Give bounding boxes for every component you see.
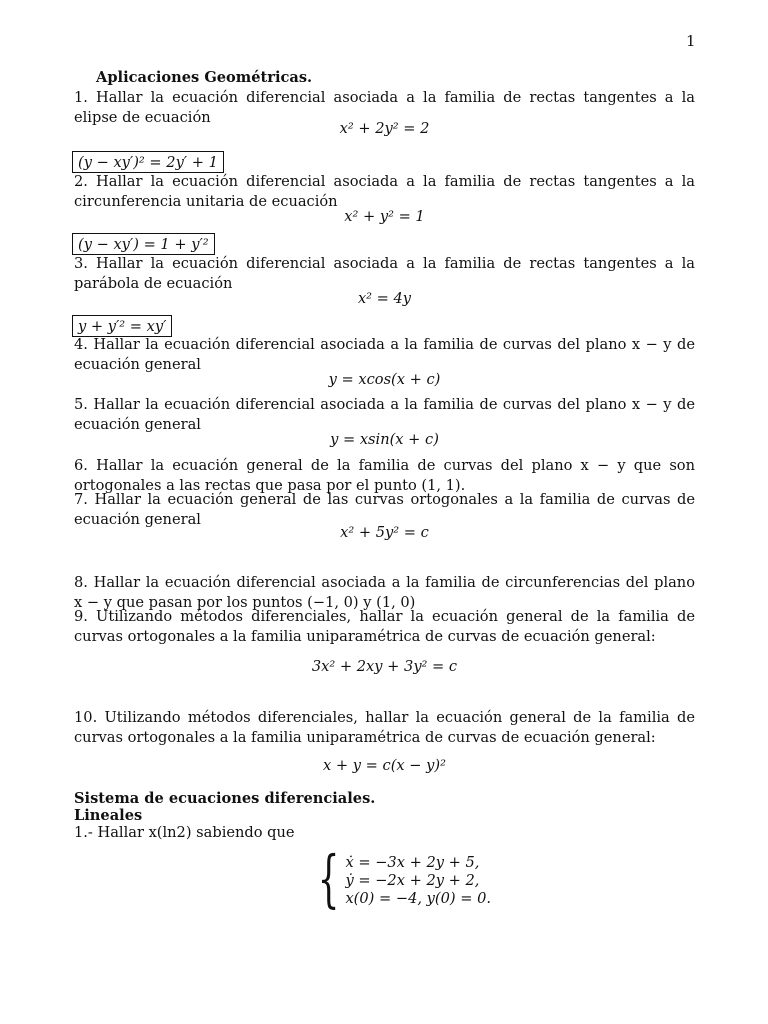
system-problem-text: 1.- Hallar x(ln2) sabiendo que [74, 824, 295, 841]
problem-4-text: 4. Hallar la ecuación diferencial asociada a la familia de curvas del plano x − y de ecuación general [74, 336, 695, 373]
problem-2-answer: (y − xy′) = 1 + y′² [72, 233, 215, 255]
section2-title: Sistema de ecuaciones diferenciales. [74, 790, 376, 807]
equation-system [300, 842, 491, 915]
problem-10-text: 10. Utilizando métodos diferenciales, hallar la ecuación general de la familia de curvas ortogonales a la familia uniparamétrica de curvas de ecuación general: [74, 709, 695, 746]
problem-5-text: 5. Hallar la ecuación diferencial asociada a la familia de curvas del plano x − y de ecuación general [74, 396, 695, 433]
left-brace: { [317, 842, 340, 915]
problem-3-text: 3. Hallar la ecuación diferencial asociada a la familia de rectas tangentes a la parábola de ecuación [74, 255, 695, 292]
problem-5-equation: y = xsin(x + c) [330, 431, 439, 448]
problem-1-equation: x² + 2y² = 2 [339, 120, 430, 137]
problem-4-equation: y = xcos(x + c) [328, 371, 441, 388]
problem-7-text: 7. Hallar la ecuación general de las curvas ortogonales a la familia de curvas de ecuación general [74, 491, 695, 528]
system-line-1: ẋ = −3x + 2y + 5, [345, 854, 480, 871]
section2-subtitle: Lineales [74, 807, 143, 824]
problem-10-equation: x + y = c(x − y)² [323, 757, 446, 774]
problem-9-equation: 3x² + 2xy + 3y² = c [311, 658, 458, 675]
problem-1-answer: (y − xy′)² = 2y′ + 1 [72, 151, 224, 173]
system-line-2: ẏ = −2x + 2y + 2, [345, 872, 480, 889]
problem-9-text: 9. Utilizando métodos diferenciales, hallar la ecuación general de la familia de curvas ortogonales a la familia uniparamétrica de curvas de ecuación general: [74, 608, 695, 645]
problem-1-text: 1. Hallar la ecuación diferencial asociada a la familia de rectas tangentes a la elipse de ecuación [74, 89, 695, 126]
problem-7-equation: x² + 5y² = c [340, 524, 429, 541]
problem-3-answer: y + y′² = xy′ [72, 315, 172, 337]
problem-2-text: 2. Hallar la ecuación diferencial asociada a la familia de rectas tangentes a la circunferencia unitaria de ecuación [74, 173, 695, 210]
problem-3-equation: x² = 4y [357, 290, 412, 307]
problem-8-text: 8. Hallar la ecuación diferencial asociada a la familia de circunferencias del plano x − y que pasan por los puntos (−1, 0) y (1, 0) [74, 574, 695, 611]
system-lines [345, 852, 491, 910]
page-number: 1 [686, 32, 696, 50]
problem-6-text: 6. Hallar la ecuación general de la familia de curvas del plano x − y que son ortogonales a las rectas que pasa por el punto (1, 1). [74, 457, 695, 494]
system-line-3: x(0) = −4, y(0) = 0. [345, 890, 491, 907]
section-title: Aplicaciones Geométricas. [96, 69, 313, 86]
problem-2-equation: x² + y² = 1 [344, 208, 425, 225]
